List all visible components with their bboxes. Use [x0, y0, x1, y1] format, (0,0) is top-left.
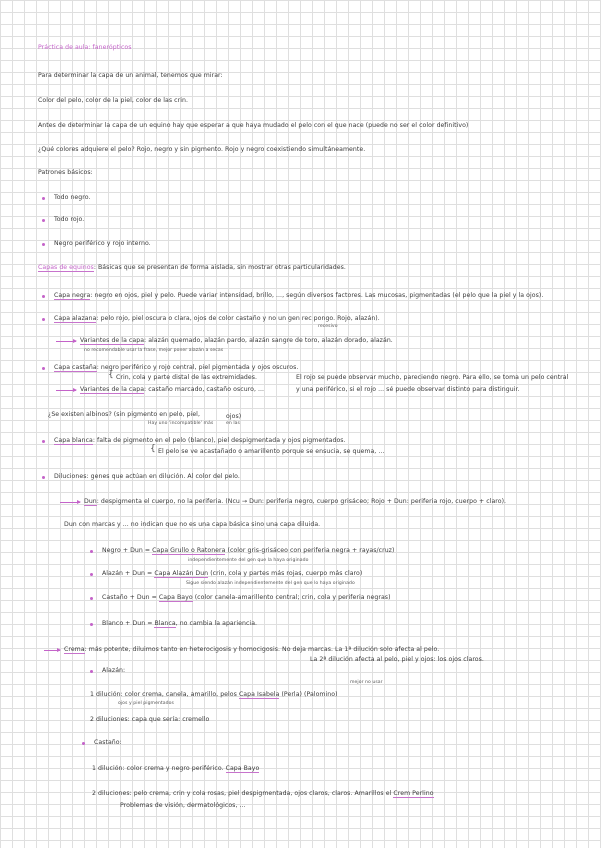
arrow-icon — [44, 650, 60, 651]
annotation: independientemente del gen que la haya originado — [188, 558, 309, 563]
annotation: Sigue siendo alazán independientemente del gen que lo haya originado — [186, 581, 355, 586]
note-line: Alazán + Dun = Capa Alazán Dun (crin, cola y partes más rojas, cuerpo más claro) — [102, 570, 363, 577]
annotation: Hay uno 'incompatible' más — [148, 421, 214, 426]
bullet-dot — [82, 742, 85, 745]
bullet-dot — [42, 476, 45, 479]
note-line: Dun con marcas y ... no indican que no es una capa básica sino una capa diluida. — [64, 521, 321, 528]
bullet-dot — [90, 597, 93, 600]
note-line: Castaño: — [94, 739, 122, 746]
annotation: y una periférico, si el rojo ... sé puede observar distinto para distinguir. — [296, 386, 520, 393]
note-line: Variantes de la capa: alazán quemado, alazán pardo, alazán sangre de toro, alazán dorado, alazán. — [80, 337, 393, 344]
arrow-icon — [56, 341, 76, 342]
note-line: Antes de determinar la capa de un equino hay que esperar a que haya mudado el pelo con el que nace (puede no ser el color definitivo) — [38, 122, 469, 129]
note-line: Diluciones: genes que actúan en dilución. Al color del pelo. — [54, 473, 240, 480]
annotation: Problemas de visión, dermatológicos, ... — [120, 802, 246, 809]
note-line: Castaño + Dun = Capa Bayo (color canela-amarillento central; crin, cola y periferia negras) — [102, 594, 391, 601]
note-line: Capa negra: negro en ojos, piel y pelo. Puede variar intensidad, brillo, ..., según diversos factores. Las mucosas, pigmentadas (el pelo que la piel y la ojos). — [54, 292, 544, 299]
annotation: La 2ª dilución afecta al pelo, piel y ojos: los ojos claros. — [310, 656, 484, 663]
annotation: no recomendable usar la frase, mejor poner alazán a secas — [84, 348, 224, 353]
bullet-dot — [42, 295, 45, 298]
annotation: Crin, cola y parte distal de las extremidades. — [116, 374, 258, 381]
brace-icon: { — [150, 444, 156, 454]
note-line: ¿Se existen albinos? (sin pigmento en pelo, piel, — [48, 411, 200, 418]
annotation: recesivo — [318, 324, 338, 329]
note-line: Todo rojo. — [54, 216, 85, 223]
arrow-icon — [56, 390, 76, 391]
note-line: Capa blanca: falta de pigmento en el pelo (blanco), piel despigmentada y ojos pigmentados. — [54, 437, 346, 444]
note-line: Variantes de la capa: castaño marcado, castaño oscuro, ... — [80, 386, 265, 393]
bullet-dot — [42, 243, 45, 246]
note-line: Negro + Dun = Capa Grullo o Ratonera (color gris-grisáceo con periferia negra + rayas/cruz) — [102, 547, 395, 554]
annotation: ojos y piel pigmentados — [118, 701, 174, 706]
annotation: El rojo se puede observar mucho, pareciendo negro. Para ello, se toma un pelo central — [296, 374, 569, 381]
annotation: mejor no usar — [350, 680, 383, 685]
note-line: ojos) — [226, 413, 242, 420]
note-line: Capa castaña: negro periférico y rojo central, piel pigmentada y ojos oscuros. — [54, 364, 299, 371]
page-title: Práctica de aula: fanerópticos — [38, 44, 132, 51]
note-line: Color del pelo, color de la piel, color de las crin. — [38, 97, 188, 104]
section-heading: Capas de equinos: Básicas que se presentan de forma aislada, sin mostrar otras particularidades. — [38, 264, 346, 271]
note-line: 1 dilución: color crema, canela, amarillo, pelos Capa Isabela (Perla) (Palomino) — [90, 691, 338, 698]
note-line: ¿Qué colores adquiere el pelo? Rojo, negro y sin pigmento. Rojo y negro coexistiendo simultáneamente. — [38, 146, 366, 153]
bullet-dot — [42, 318, 45, 321]
note-line: 2 diluciones: capa que sería: cremello — [90, 716, 210, 723]
note-line: Crema: más potente, diluimos tanto en heterocigosis y homocigosis. No deja marcas. La 1ª dilución solo afecta al pelo. — [64, 646, 440, 653]
bullet-dot — [42, 219, 45, 222]
arrow-icon — [60, 502, 80, 503]
note-line: Alazán: — [102, 667, 126, 674]
bullet-dot — [90, 623, 93, 626]
note-line: Dun: despigmenta el cuerpo, no la periferia. (Ncu → Dun: periferia negro, cuerpo grisáceo; Rojo + Dun: periferia rojo, cuerpo + claro). — [84, 498, 507, 505]
bullet-dot — [42, 367, 45, 370]
note-line: Capa alazana: pelo rojo, piel oscura o clara, ojos de color castaño y no un gen rec pongo. Rojo, alazán). — [54, 315, 380, 322]
bullet-dot — [90, 573, 93, 576]
note-line: Todo negro. — [54, 194, 91, 201]
annotation: El pelo se ve acastañado o amarillento porque se ensucia, se quema, ... — [158, 448, 385, 455]
bullet-dot — [42, 197, 45, 200]
annotation: en las — [226, 421, 240, 426]
note-line: Negro periférico y rojo interno. — [54, 240, 151, 247]
bullet-dot — [90, 670, 93, 673]
note-line: 2 diluciones: pelo crema, crin y cola rosas, piel despigmentada, ojos claros, claros. Amarillos el Crem Perlino — [92, 790, 434, 797]
bullet-dot — [42, 440, 45, 443]
note-line: Para determinar la capa de un animal, tenemos que mirar: — [38, 72, 223, 79]
note-line: Patrones básicos: — [38, 169, 93, 176]
note-line: 1 dilución: color crema y negro periférico. Capa Bayo — [92, 765, 260, 772]
brace-icon: { — [108, 370, 114, 380]
bullet-dot — [90, 550, 93, 553]
note-line: Blanco + Dun = Blanca, no cambia la apariencia. — [102, 620, 258, 627]
